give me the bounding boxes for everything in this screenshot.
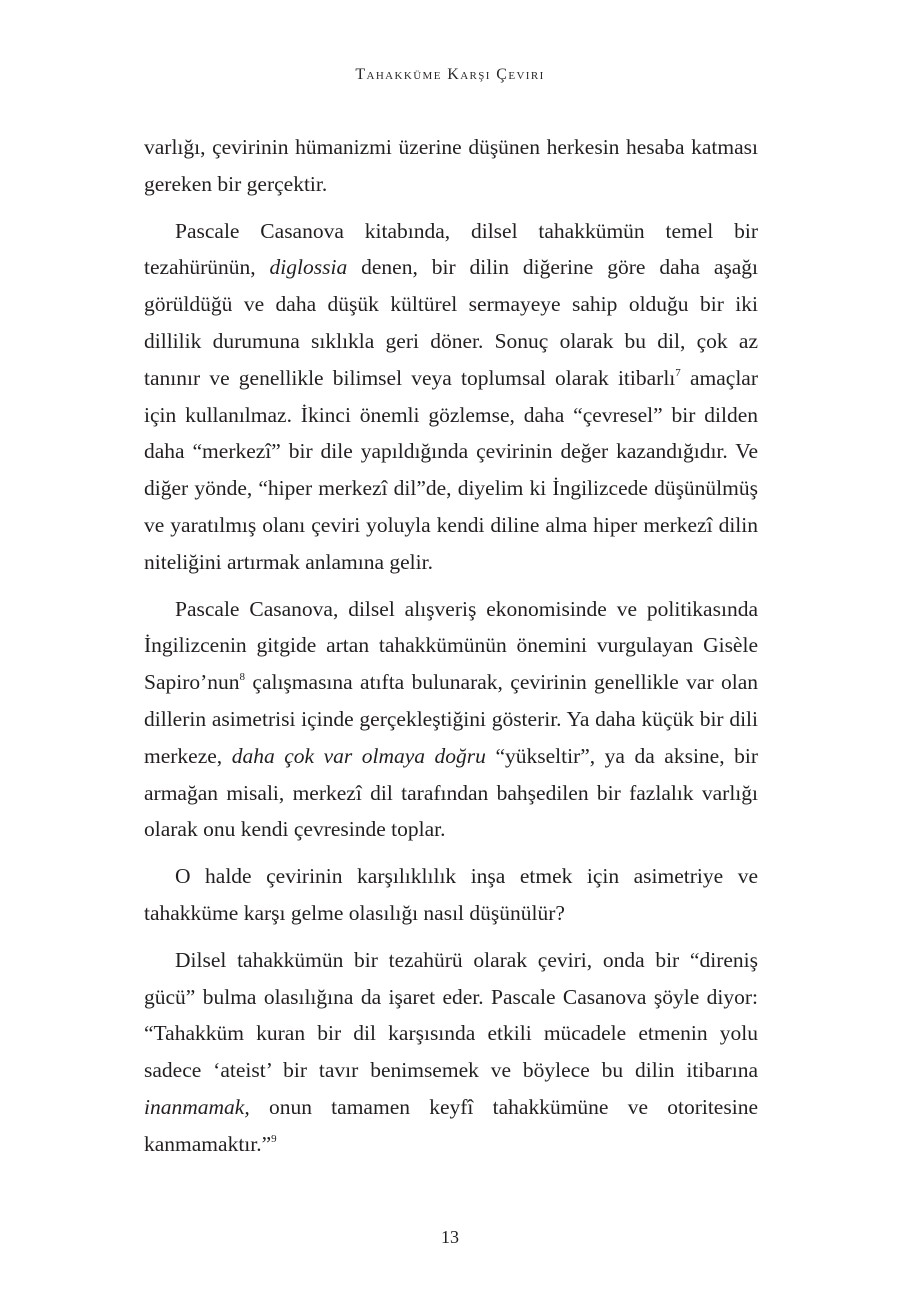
paragraph-text: denen, bir dilin diğerine göre daha aşağı görüldüğü ve daha düşük kültürel sermayeye sahip olduğu bir iki dillilik durumuna sıklıkla geri döner. Sonuç olarak bu dil, çok az tanınır ve genellikle bilimsel veya toplumsal olarak itibarlı bbox=[144, 255, 758, 390]
paragraph-3 bbox=[144, 591, 758, 849]
paragraph-text: amaçlar için kullanılmaz. İkinci önemli gözlemse, daha “çevresel” bir dilden daha “merkezî” bir dile yapıldığında çevirinin değer kazandığıdır. Ve diğer yönde, “hiper merkezî dil”de, diyelim ki İngilizcede düşünülmüş ve yaratılmış olanı çeviri yoluyla kendi diline alma hiper merkezî dilin niteliğini artırmak anlamına gelir. bbox=[144, 365, 759, 574]
page-number: 13 bbox=[441, 1227, 459, 1247]
paragraph-text: Dilsel tahakkümün bir tezahürü olarak çeviri, onda bir “direniş gücü” bulma olasılığına da işaret eder. Pascale Casanova şöyle diyor: “Tahakküm kuran bir dil karşısında etkili mücadele etmenin yolu sadece ‘ateist’ bir tavır benimsemek ve böylece bu dilin itibarına bbox=[144, 947, 758, 1083]
paragraph-text: Pascale Casanova kitabında, dilsel tahakkümün temel bir tezahürünün, bbox=[144, 218, 758, 280]
paragraph-text: O halde çevirinin karşılıklılık inşa etmek için asimetriye ve tahakküme karşı gelme olasılığı nasıl düşünülür? bbox=[144, 864, 758, 925]
running-head: Tahakküme Karşı Çeviri bbox=[355, 66, 545, 83]
paragraph-text: varlığı, çevirinin hümanizmi üzerine düşünen herkesin hesaba katması gereken bir gerçektir. bbox=[144, 135, 758, 196]
footnote-ref-8: 8 bbox=[239, 671, 246, 684]
paragraph-text: “yükseltir”, ya da aksine, bir armağan misali, merkezî dil tarafından bahşedilen bir fazlalık varlığı olarak onu kendi çevresinde toplar. bbox=[144, 743, 758, 842]
paragraph-text: Pascale Casanova, dilsel alışveriş ekonomisinde ve politikasında İngilizcenin gitgide artan tahakkümünün önemini vurgulayan Gisèle Sapiro’nun bbox=[144, 596, 758, 695]
paragraph-text: çalışmasına atıfta bulunarak, çevirinin genellikle var olan dillerin asimetrisi içinde gerçekleştiğini gösterir. Ya daha küçük bir dili merkeze, bbox=[144, 670, 758, 768]
paragraph-1 bbox=[144, 129, 758, 203]
footnote-ref-9: 9 bbox=[271, 1132, 277, 1145]
italic-phrase: daha çok var olmaya doğru bbox=[231, 743, 486, 768]
italic-word: inanmamak, bbox=[144, 1094, 250, 1119]
paragraph-text: onun tamamen keyfî tahakkümüne ve otoritesine kanmamaktır.” bbox=[144, 1094, 758, 1156]
footnote-ref-7: 7 bbox=[675, 366, 681, 379]
body-text bbox=[144, 129, 758, 1163]
paragraph-2 bbox=[144, 213, 758, 581]
paragraph-4 bbox=[144, 858, 758, 932]
italic-term: diglossia bbox=[269, 255, 348, 280]
paragraph-5 bbox=[144, 942, 758, 1163]
